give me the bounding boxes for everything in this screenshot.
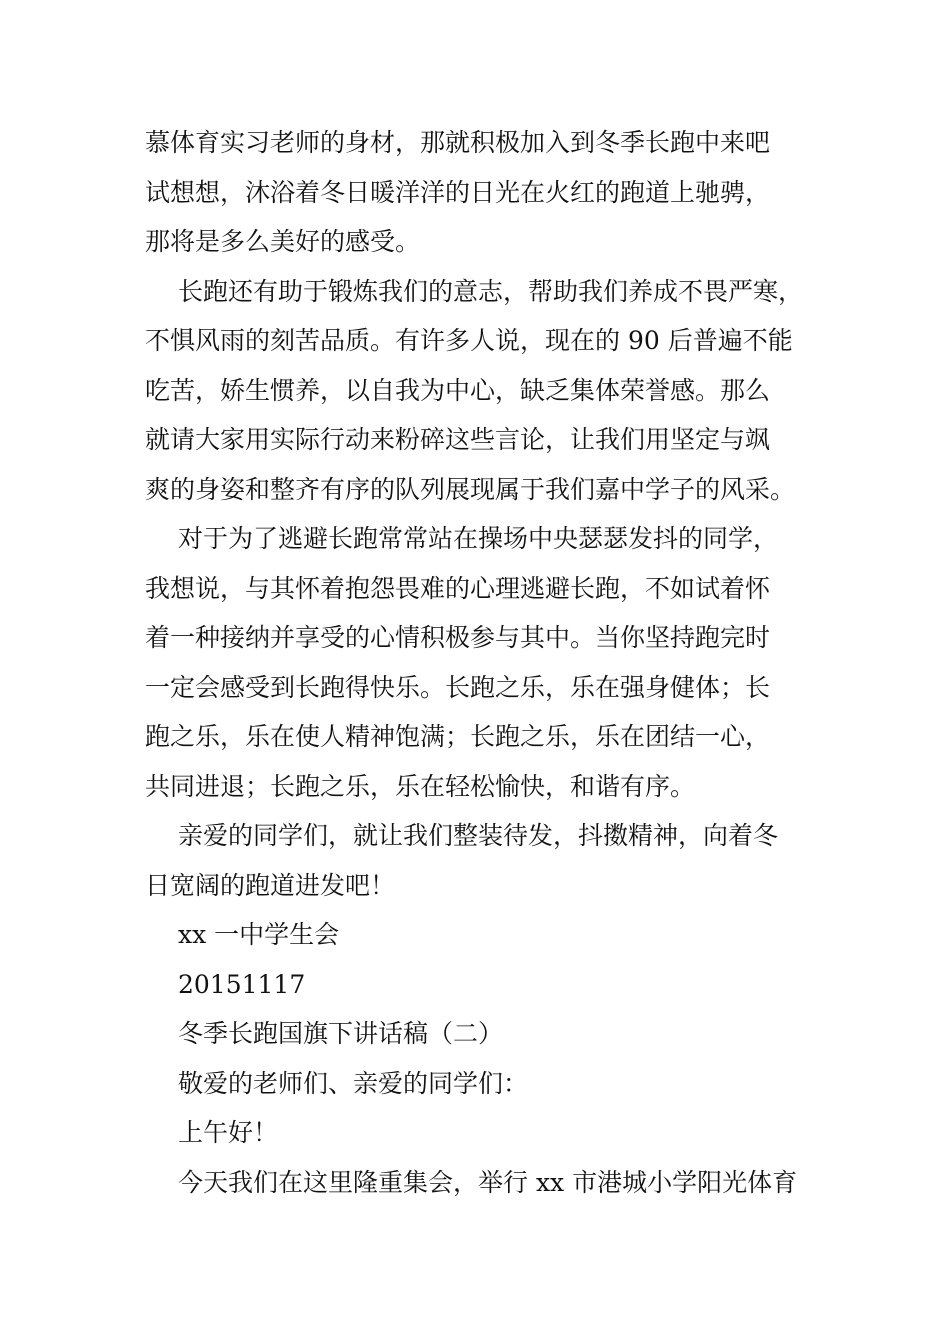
text-line-13: 跑之乐，乐在使人精神饱满；长跑之乐，乐在团结一心， xyxy=(145,722,771,751)
text-line-10: 我想说，与其怀着抱怨畏难的心理逃避长跑，不如试着怀 xyxy=(145,573,771,603)
signature-organization: xx 一中学生会 xyxy=(178,920,340,949)
text-line-14: 共同进退；长跑之乐，乐在轻松愉快，和谐有序。 xyxy=(145,771,696,801)
text-line-11: 着一种接纳并享受的心情积极参与其中。当你坚持跑完时 xyxy=(145,623,771,652)
text-line-12: 一定会感受到长跑得快乐。长跑之乐，乐在强身健体；长 xyxy=(145,672,771,702)
text-line-22: 今天我们在这里隆重集会，举行 xx 市港城小学阳光体育 xyxy=(178,1167,798,1197)
text-line-3: 那将是多么美好的感受。 xyxy=(145,227,421,256)
text-line-2: 试想想，沐浴着冬日暖洋洋的日光在火红的跑道上驰骋， xyxy=(145,177,771,207)
text-line-1: 慕体育实习老师的身材，那就积极加入到冬季长跑中来吧 xyxy=(145,128,771,157)
text-line-5: 不惧风雨的刻苦品质。有许多人说，现在的 90 后普遍不能 xyxy=(145,326,793,355)
text-line-6: 吃苦，娇生惯养，以自我为中心，缺乏集体荣誉感。那么 xyxy=(145,375,771,405)
signature-date: 20151117 xyxy=(178,969,306,999)
section-title: 冬季长跑国旗下讲话稿（二） xyxy=(178,1019,504,1048)
text-line-8: 爽的身姿和整齐有序的队列展现属于我们嘉中学子的风采。 xyxy=(145,474,796,504)
text-line-16: 日宽阔的跑道进发吧！ xyxy=(145,870,396,900)
text-line-15: 亲爱的同学们，就让我们整装待发，抖擞精神，向着冬 xyxy=(178,821,779,850)
greeting: 上午好！ xyxy=(178,1118,279,1147)
document-body xyxy=(145,118,810,1207)
text-line-4: 长跑还有助于锻炼我们的意志，帮助我们养成不畏严寒， xyxy=(178,276,804,306)
text-line-9: 对于为了逃避长跑常常站在操场中央瑟瑟发抖的同学， xyxy=(178,524,779,553)
salutation: 敬爱的老师们、亲爱的同学们： xyxy=(178,1068,529,1098)
text-line-7: 就请大家用实际行动来粉碎这些言论，让我们用坚定与飒 xyxy=(145,425,771,454)
